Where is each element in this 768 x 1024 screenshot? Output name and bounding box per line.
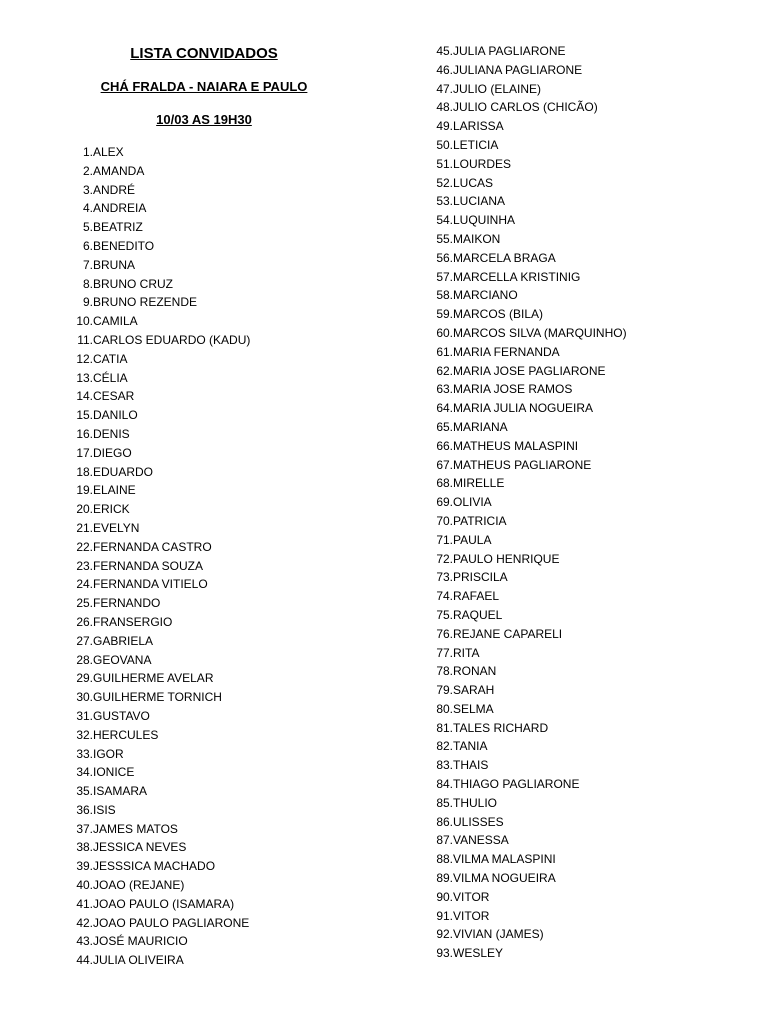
- guest-list-item: [420, 399, 740, 418]
- guest-number: 45.: [436, 44, 453, 58]
- guest-name: JESSSICA MACHADO: [93, 859, 216, 874]
- guest-name: LARISSA: [453, 119, 504, 134]
- guest-name: ALEX: [93, 145, 124, 159]
- guest-number: 88.: [436, 852, 453, 867]
- guest-number: 26.: [76, 614, 93, 629]
- guest-number: 21.: [76, 520, 93, 535]
- guest-name: JULIO (ELAINE): [453, 81, 542, 96]
- guest-list-item: [60, 387, 360, 406]
- guest-number: 42.: [76, 915, 93, 930]
- guest-name: MARIA JOSE RAMOS: [453, 382, 573, 397]
- guest-list-item: [420, 907, 740, 926]
- guest-name: ANDREIA: [93, 201, 147, 216]
- guest-number: 89.: [436, 871, 453, 886]
- guest-number: 81.: [436, 720, 453, 735]
- guest-name: BEATRIZ: [93, 220, 143, 235]
- guest-name: MARIA JULIA NOGUEIRA: [453, 401, 594, 416]
- guest-number: 76.: [436, 626, 453, 641]
- guest-list-item: [60, 557, 360, 576]
- guest-list-item: [420, 98, 740, 117]
- guest-name: ANDRÉ: [93, 182, 136, 197]
- guest-number: 90.: [436, 889, 453, 904]
- guest-name: MARIA JOSE PAGLIARONE: [453, 363, 606, 378]
- guest-list-item: [60, 369, 360, 388]
- guest-name: BENEDITO: [93, 238, 155, 253]
- guest-list-item: [420, 493, 740, 512]
- guest-list-item: [60, 256, 360, 275]
- guest-list-item: [60, 594, 360, 613]
- guest-number: 28.: [76, 652, 93, 667]
- guest-name: CARLOS EDUARDO (KADU): [93, 332, 251, 347]
- guest-number: 37.: [76, 821, 93, 836]
- guest-list-item: [420, 42, 740, 61]
- guest-name: MIRELLE: [453, 476, 505, 491]
- guest-number: 18.: [76, 464, 93, 479]
- guest-list-item: [60, 444, 360, 463]
- guest-list-item: [420, 268, 740, 287]
- guest-number: 92.: [436, 927, 453, 942]
- guest-name: JOAO (REJANE): [93, 878, 185, 893]
- guest-name: GUILHERME AVELAR: [93, 671, 214, 686]
- guest-number: 1.: [82, 145, 93, 159]
- guest-number: 43.: [76, 934, 93, 949]
- guest-number: 66.: [436, 438, 453, 453]
- guest-name: VILMA MALASPINI: [453, 852, 556, 867]
- guest-name: JESSICA NEVES: [93, 840, 187, 855]
- guest-list-item: [420, 343, 740, 362]
- guest-list-item: [60, 951, 360, 970]
- guest-number: 36.: [76, 802, 93, 817]
- guest-number: 70.: [436, 513, 453, 528]
- guest-name: RITA: [453, 645, 480, 660]
- guest-name: PAULO HENRIQUE: [453, 551, 560, 566]
- guest-number: 58.: [436, 288, 453, 303]
- event-date: 10/03 AS 19H30: [156, 112, 252, 127]
- guest-name: CATIA: [93, 351, 128, 366]
- guest-name: HERCULES: [93, 727, 159, 742]
- guest-name: PAULA: [453, 532, 492, 547]
- guest-name: ISAMARA: [93, 784, 148, 799]
- guest-list-item: [420, 286, 740, 305]
- guest-list-item: [60, 293, 360, 312]
- guest-number: 31.: [76, 708, 93, 723]
- guest-name: REJANE CAPARELI: [453, 626, 563, 641]
- guest-number: 53.: [436, 194, 453, 209]
- guest-number: 64.: [436, 401, 453, 416]
- guest-list-item: [60, 406, 360, 425]
- guest-number: 55.: [436, 231, 453, 246]
- guest-name: THULIO: [453, 795, 498, 810]
- guest-list-item: [420, 625, 740, 644]
- guest-number: 11.: [77, 332, 93, 347]
- guest-list-item: [60, 651, 360, 670]
- guest-name: PRISCILA: [453, 570, 508, 585]
- guest-name: RAFAEL: [453, 589, 500, 604]
- guest-name: MARCOS SILVA (MARQUINHO): [453, 325, 627, 340]
- guest-name: CAMILA: [93, 314, 138, 329]
- guest-list-item: [420, 756, 740, 775]
- guest-list-item: [420, 568, 740, 587]
- guest-list-item: [420, 531, 740, 550]
- guest-number: 15.: [76, 408, 93, 423]
- guest-name: OLIVIA: [453, 495, 492, 510]
- guest-list-item: [60, 275, 360, 294]
- guest-list-item: [60, 181, 360, 200]
- guest-list-item: [420, 644, 740, 663]
- guest-name: ULISSES: [453, 814, 504, 829]
- guest-number: 83.: [436, 758, 453, 773]
- guest-list-item: [420, 230, 740, 249]
- guest-name: TANIA: [453, 739, 488, 754]
- guest-number: 71.: [436, 532, 453, 547]
- guest-number: 14.: [76, 389, 93, 404]
- guest-number: 7.: [82, 257, 93, 272]
- left-column: [60, 44, 360, 970]
- guest-name: MARIA FERNANDA: [453, 344, 560, 359]
- guest-list-item: [420, 775, 740, 794]
- guest-list-item: [420, 324, 740, 343]
- guest-name: CÉLIA: [93, 370, 128, 385]
- guest-list-item: [420, 550, 740, 569]
- guest-name: JULIO CARLOS (CHICÃO): [453, 100, 598, 115]
- guest-list-item: [420, 437, 740, 456]
- guest-list-item: [60, 876, 360, 895]
- guest-name: THIAGO PAGLIARONE: [453, 777, 580, 792]
- guest-list-item: [60, 820, 360, 839]
- guest-number: 63.: [436, 382, 453, 397]
- guest-list-item: [60, 632, 360, 651]
- guest-list-item: [60, 425, 360, 444]
- guest-number: 35.: [76, 784, 93, 799]
- guest-name: MARCELLA KRISTINIG: [453, 269, 581, 284]
- guest-list-item: [60, 519, 360, 538]
- guest-list-item: [420, 117, 740, 136]
- guest-list-item: [420, 700, 740, 719]
- guest-name: FERNANDA CASTRO: [93, 539, 212, 554]
- event-subtitle: CHÁ FRALDA - NAIARA E PAULO: [100, 79, 308, 94]
- guest-list-item: [420, 794, 740, 813]
- guest-name: BRUNO REZENDE: [93, 295, 198, 310]
- guest-name: CESAR: [93, 389, 135, 404]
- guest-list-item: [420, 456, 740, 475]
- guest-number: 78.: [436, 664, 453, 679]
- guest-number: 57.: [436, 269, 453, 284]
- guest-number: 33.: [76, 746, 93, 761]
- guest-list-item: [420, 925, 740, 944]
- guest-list-item: [420, 813, 740, 832]
- guest-name: TALES RICHARD: [453, 720, 549, 735]
- guest-list-item: [420, 606, 740, 625]
- guest-list-item: [420, 831, 740, 850]
- guest-name: JULIANA PAGLIARONE: [453, 62, 583, 77]
- guest-list-item: [420, 681, 740, 700]
- guest-number: 27.: [76, 633, 93, 648]
- guest-number: 48.: [436, 100, 453, 115]
- guest-list-item: [420, 61, 740, 80]
- guest-name: SARAH: [453, 683, 495, 698]
- guest-number: 40.: [76, 878, 93, 893]
- guest-name: RAQUEL: [453, 607, 503, 622]
- guest-list-item: [420, 850, 740, 869]
- guest-name: BRUNA: [93, 257, 136, 272]
- guest-number: 25.: [76, 596, 93, 611]
- guest-list-item: [420, 305, 740, 324]
- guest-list-item: [60, 463, 360, 482]
- guest-name: FERNANDA VITIELO: [93, 577, 208, 592]
- guest-list-item: [60, 726, 360, 745]
- guest-name: JULIA OLIVEIRA: [93, 953, 184, 968]
- guest-number: 80.: [436, 701, 453, 716]
- guest-name: GUSTAVO: [93, 708, 150, 723]
- guest-name: MATHEUS MALASPINI: [453, 438, 579, 453]
- guest-list-item: [60, 707, 360, 726]
- guest-number: 9.: [82, 295, 93, 310]
- guest-number: 8.: [82, 276, 93, 291]
- guest-number: 85.: [436, 795, 453, 810]
- guest-name: DENIS: [93, 426, 130, 441]
- guest-list-item: [60, 745, 360, 764]
- guest-name: MARCIANO: [453, 288, 518, 303]
- guest-name: GABRIELA: [93, 633, 154, 648]
- guest-number: 22.: [76, 539, 93, 554]
- guest-list-item: [60, 669, 360, 688]
- guest-list-item: [60, 350, 360, 369]
- guest-list-item: [60, 199, 360, 218]
- guest-list-item: [420, 944, 740, 963]
- guest-name: ISIS: [93, 802, 116, 817]
- guest-number: 61.: [436, 344, 453, 359]
- guest-name: MARCELA BRAGA: [453, 250, 556, 265]
- guest-list-item: [420, 136, 740, 155]
- guest-name: VITOR: [453, 889, 490, 904]
- guest-list-item: [420, 587, 740, 606]
- guest-number: 84.: [436, 777, 453, 792]
- guest-number: 44.: [76, 953, 93, 968]
- guest-list-item: [60, 237, 360, 256]
- guest-list-item: [420, 155, 740, 174]
- guest-number: 19.: [76, 483, 93, 498]
- guest-number: 13.: [76, 370, 93, 385]
- guest-name: GEOVANA: [93, 652, 152, 667]
- guest-list-item: [60, 218, 360, 237]
- guest-list-item: [420, 474, 740, 493]
- guest-name: WESLEY: [453, 946, 504, 961]
- guest-number: 59.: [436, 307, 453, 322]
- guest-list-item: [60, 932, 360, 951]
- guest-number: 24.: [76, 577, 93, 592]
- guest-list-item: [420, 362, 740, 381]
- guest-name: VITOR: [453, 908, 490, 923]
- guest-number: 60.: [436, 325, 453, 340]
- guest-name: DIEGO: [93, 445, 132, 460]
- guest-list-item: [60, 538, 360, 557]
- guest-number: 68.: [436, 476, 453, 491]
- guest-number: 12.: [76, 351, 93, 366]
- guest-list-item: [420, 737, 740, 756]
- guest-list-left: [60, 143, 360, 970]
- guest-number: 17.: [76, 445, 93, 460]
- guest-list-item: [420, 418, 740, 437]
- guest-list-right: [420, 42, 740, 963]
- guest-list-item: [420, 211, 740, 230]
- guest-list-item: [420, 380, 740, 399]
- guest-name: SELMA: [453, 701, 494, 716]
- guest-list-item: [60, 143, 360, 162]
- guest-name: IONICE: [93, 765, 135, 780]
- guest-name: IGOR: [93, 746, 124, 761]
- guest-list-item: [60, 500, 360, 519]
- guest-name: ERICK: [93, 502, 130, 517]
- guest-name: GUILHERME TORNICH: [93, 690, 222, 705]
- guest-number: 16.: [76, 426, 93, 441]
- guest-number: 2.: [82, 163, 93, 178]
- guest-list-item: [420, 512, 740, 531]
- guest-number: 47.: [436, 81, 453, 96]
- guest-name: ELAINE: [93, 483, 136, 498]
- guest-number: 41.: [76, 896, 93, 911]
- guest-number: 72.: [436, 551, 453, 566]
- guest-name: MAIKON: [453, 231, 501, 246]
- guest-list-item: [420, 174, 740, 193]
- guest-list-item: [60, 162, 360, 181]
- guest-name: LUQUINHA: [453, 213, 516, 228]
- guest-list-item: [60, 763, 360, 782]
- guest-name: LOURDES: [453, 156, 512, 171]
- guest-name: RONAN: [453, 664, 497, 679]
- guest-name: JOAO PAULO PAGLIARONE: [93, 915, 250, 930]
- guest-number: 6.: [82, 238, 93, 253]
- guest-list-item: [420, 719, 740, 738]
- guest-name: FRANSERGIO: [93, 614, 173, 629]
- guest-name: EDUARDO: [93, 464, 154, 479]
- guest-name: FERNANDA SOUZA: [93, 558, 204, 573]
- guest-number: 20.: [76, 502, 93, 517]
- guest-name: LETICIA: [453, 137, 499, 152]
- guest-number: 82.: [436, 739, 453, 754]
- guest-number: 46.: [436, 62, 453, 77]
- guest-number: 87.: [436, 833, 453, 848]
- guest-number: 79.: [436, 683, 453, 698]
- guest-list-item: [60, 331, 360, 350]
- guest-name: MATHEUS PAGLIARONE: [453, 457, 592, 472]
- guest-number: 69.: [436, 495, 453, 510]
- guest-list-item: [60, 312, 360, 331]
- guest-number: 93.: [436, 946, 453, 961]
- guest-list-item: [60, 481, 360, 500]
- guest-number: 52.: [436, 175, 453, 190]
- guest-number: 75.: [436, 607, 453, 622]
- guest-number: 5.: [82, 220, 93, 235]
- guest-name: JOSÉ MAURICIO: [93, 934, 188, 949]
- guest-number: 34.: [76, 765, 93, 780]
- guest-name: VANESSA: [453, 833, 509, 848]
- guest-name: EVELYN: [93, 520, 140, 535]
- guest-number: 30.: [76, 690, 93, 705]
- guest-name: VIVIAN (JAMES): [453, 927, 544, 942]
- guest-list-item: [60, 613, 360, 632]
- guest-number: 29.: [76, 671, 93, 686]
- guest-number: 4.: [82, 201, 93, 216]
- guest-list-item: [420, 192, 740, 211]
- guest-list-item: [420, 869, 740, 888]
- guest-name: FERNANDO: [93, 596, 161, 611]
- guest-name: VILMA NOGUEIRA: [453, 871, 556, 886]
- document-title: LISTA CONVIDADOS: [130, 45, 278, 62]
- guest-list-item: [420, 80, 740, 99]
- guest-list-item: [60, 857, 360, 876]
- guest-number: 49.: [436, 119, 453, 134]
- guest-number: 73.: [436, 570, 453, 585]
- guest-number: 91.: [436, 908, 453, 923]
- guest-name: JAMES MATOS: [93, 821, 178, 836]
- guest-list-item: [60, 838, 360, 857]
- guest-name: THAIS: [453, 758, 489, 773]
- guest-list-item: [420, 249, 740, 268]
- guest-list-item: [60, 688, 360, 707]
- guest-number: 50.: [436, 137, 453, 152]
- guest-list-item: [420, 888, 740, 907]
- guest-list-item: [60, 782, 360, 801]
- guest-number: 62.: [436, 363, 453, 378]
- right-column: [420, 42, 740, 963]
- guest-number: 10.: [76, 314, 93, 329]
- guest-list-item: [60, 801, 360, 820]
- guest-name: MARIANA: [453, 419, 508, 434]
- guest-number: 56.: [436, 250, 453, 265]
- guest-number: 77.: [436, 645, 453, 660]
- guest-number: 3.: [82, 182, 93, 197]
- guest-name: DANILO: [93, 408, 138, 423]
- guest-number: 54.: [436, 213, 453, 228]
- guest-number: 39.: [76, 859, 93, 874]
- guest-name: JULIA PAGLIARONE: [453, 44, 566, 58]
- guest-name: PATRICIA: [453, 513, 507, 528]
- guest-list-item: [420, 662, 740, 681]
- guest-name: LUCAS: [453, 175, 494, 190]
- guest-number: 86.: [436, 814, 453, 829]
- guest-list-item: [60, 895, 360, 914]
- guest-number: 74.: [436, 589, 453, 604]
- guest-number: 65.: [436, 419, 453, 434]
- guest-name: AMANDA: [93, 163, 145, 178]
- guest-number: 51.: [436, 156, 453, 171]
- guest-number: 32.: [76, 727, 93, 742]
- guest-list-item: [60, 575, 360, 594]
- guest-name: MARCOS (BILA): [453, 307, 544, 322]
- guest-list-item: [60, 914, 360, 933]
- guest-number: 38.: [76, 840, 93, 855]
- guest-number: 67.: [436, 457, 453, 472]
- guest-name: JOAO PAULO (ISAMARA): [93, 896, 235, 911]
- guest-number: 23.: [76, 558, 93, 573]
- guest-name: BRUNO CRUZ: [93, 276, 173, 291]
- guest-name: LUCIANA: [453, 194, 506, 209]
